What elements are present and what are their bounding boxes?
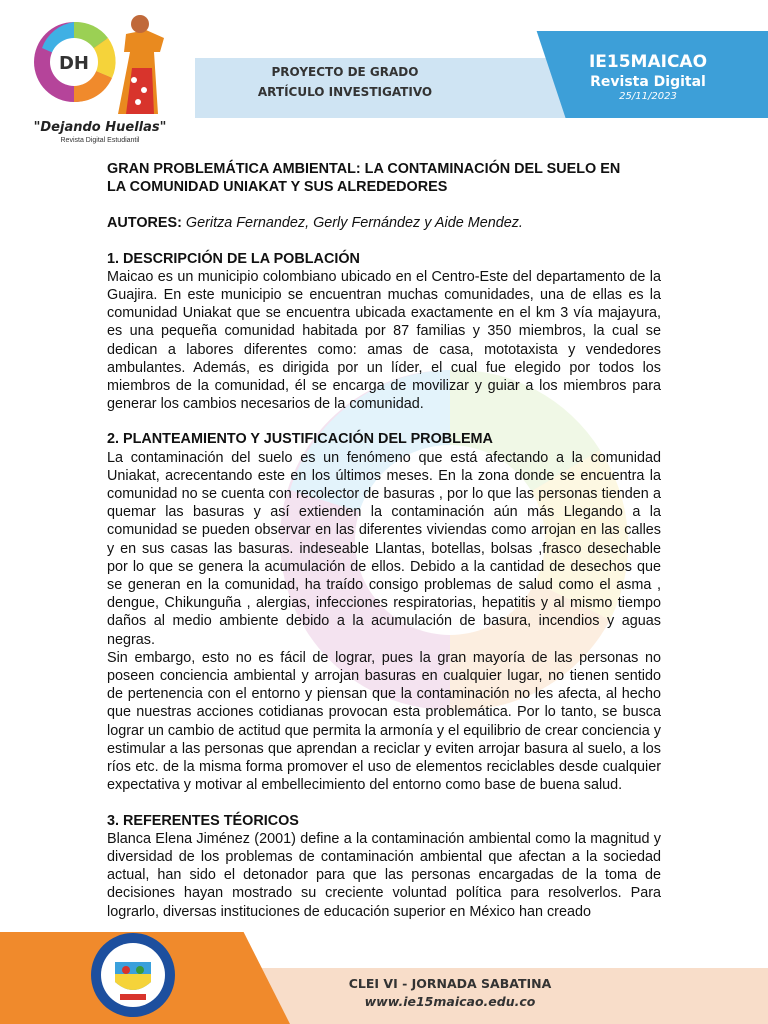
footer-text: [300, 975, 600, 1011]
website-link[interactable]: www.ie15maicao.edu.co: [364, 994, 536, 1009]
issue-date: 25/11/2023: [619, 91, 677, 102]
section-heading-3: 3. REFERENTES TÉORICOS: [107, 812, 299, 829]
section-1-paragraph-1: Maicao es un municipio colombiano ubicado en el Centro-Este del departamento de la Guajira. En este municipio se encuentran muchas comunidades, una de ellas es la comunidad Uniakat que se encuentra ubicada exactamente en el km 3 vía majayura, es una pequeña comunidad habitada por 87 familias y 350 miembros, la cual se dedican a labores diferentes como: amas de casa, mototaxista y vendedores ambulantes. Además, es dirigida por un líder, el cual fue elegido por todos los miembros de la comunidad, él se encarga de movilizar y guiar a los miembros para generar los cambios necesarios de la comunidad.: [107, 268, 661, 413]
project-label: [195, 62, 495, 102]
project-line-1: PROYECTO DE GRADO: [271, 65, 419, 79]
project-line-2: ARTÍCULO INVESTIGATIVO: [257, 85, 433, 99]
program-label: CLEI VI - JORNADA SABATINA: [348, 976, 552, 991]
logo-subcaption: Revista Digital Estudiantil: [60, 137, 140, 144]
section-2-paragraph-1: La contaminación del suelo es un fenómeno que está afectando a la comunidad Uniakat, acrecentando este en los últimos meses. En la zona donde se encuentra la comunidad no se cuenta con recolector de basuras , por lo que las personas tienden a quemar las basuras y así extienden la contaminación aún más Llegando a la comunidad se pueden observar en las diferentes viviendas como arrojan en las calles y en sus casas las basuras. indeseable Llantas, botellas, bolsas ,frasco desechable por lo que se genera la acumulación de ellos. Debido a la cantidad de desechos que se generan en la comunidad, ha traído consigo problemas de salud como el asma , dengue, Chikunguña , alergias, infecciones respiratorias, hepatitis y al mismo tiempo daños al medio ambiente debido a la acumulación de basura, incendios y aguas negras.: [107, 449, 661, 648]
header-tab-text: [548, 52, 748, 102]
authors-label: AUTORES:: [107, 215, 182, 232]
title-line-1: GRAN PROBLEMÁTICA AMBIENTAL: LA CONTAMINACIÓN DEL SUELO EN: [107, 161, 621, 177]
authors-line: [107, 214, 661, 232]
logo-monogram: DH: [58, 53, 90, 74]
section-heading-2: 2. PLANTEAMIENTO Y JUSTIFICACIÓN DEL PROBLEMA: [107, 431, 493, 448]
article-title: [107, 160, 661, 196]
article: [107, 160, 661, 921]
dejando-huellas-logo: [34, 8, 174, 120]
logo-caption: "Dejando Huellas": [33, 120, 167, 135]
school-seal-icon: [90, 932, 176, 1018]
title-line-2: LA COMUNIDAD UNIAKAT Y SUS ALREDEDORES: [107, 179, 448, 196]
section-3-paragraph-1: Blanca Elena Jiménez (2001) define a la contaminación ambiental como la magnitud y diversidad de los problemas de contaminación ambiental que afectan a la sociedad actual, han sido el detonador para que las personas encargadas de la toma de decisiones hayan mostrado su creciente voluntad política para resolverlos. Para lograrlo, diversas instituciones de educación superior en México han creado: [107, 830, 661, 920]
section-2-paragraph-2: Sin embargo, esto no es fácil de lograr, pues la gran mayoría de las personas no poseen conciencia ambiental y arrojan basuras en cualquier lugar, no tienen sentido de pertenencia con el entorno y piensan que la contaminación no les afecta, al hecho que nuestras acciones cotidianas provocan esta problemática. Por lo tanto, se busca lograr un cambio de actitud que permita la armonía y el equilibrio de crear conciencia y estimular a las personas que aprendan a reciclar y eviten arrojar basura al suelo, a los ríos etc. de la misma forma promover el uso de elementos reciclables desde cualquier expectativa y motivar al embellecimiento del entorno como base de buena salud.: [107, 649, 661, 794]
magazine-name: Revista Digital: [590, 74, 706, 90]
section-heading-1: 1. DESCRIPCIÓN DE LA POBLACIÓN: [107, 250, 360, 267]
authors-names: Geritza Fernandez, Gerly Fernández y Aide Mendez.: [185, 215, 523, 232]
school-name: IE15MAICAO: [588, 52, 708, 72]
